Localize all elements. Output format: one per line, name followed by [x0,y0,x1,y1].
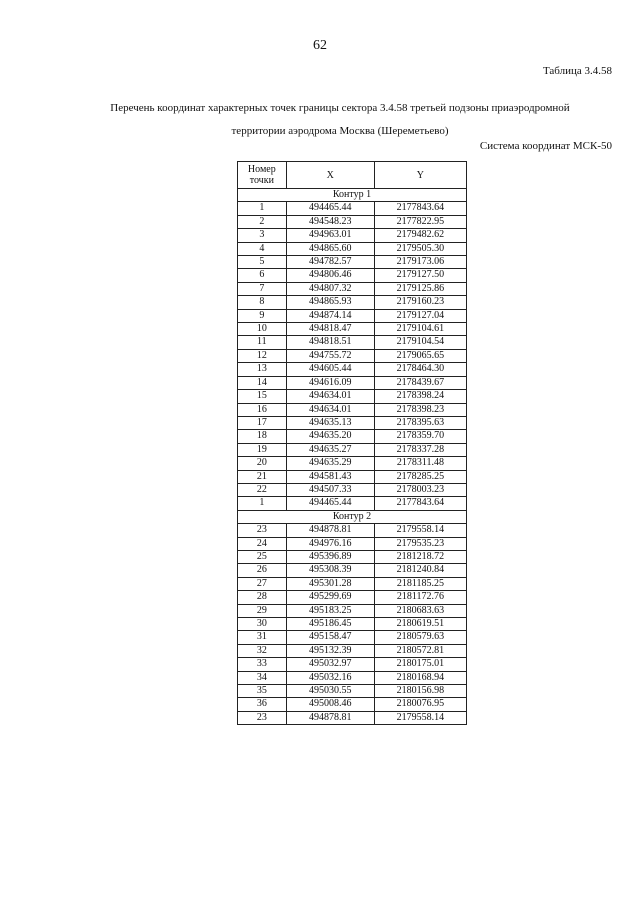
x-coordinate-cell: 495132.39 [286,644,374,657]
point-number-cell: 7 [238,282,287,295]
y-coordinate-cell: 2177843.64 [374,497,466,510]
y-coordinate-cell: 2179482.62 [374,229,466,242]
point-number-cell: 28 [238,591,287,604]
point-number-cell: 24 [238,537,287,550]
table-row [238,336,467,349]
y-coordinate-cell: 2180619.51 [374,618,466,631]
y-coordinate-cell: 2180076.95 [374,698,466,711]
table-row [238,376,467,389]
y-coordinate-cell: 2181172.76 [374,591,466,604]
contour-header-row [238,510,467,523]
y-coordinate-cell: 2180572.81 [374,644,466,657]
point-number-cell: 1 [238,202,287,215]
y-coordinate-cell: 2178337.28 [374,443,466,456]
point-number-cell: 20 [238,457,287,470]
point-number-cell: 36 [238,698,287,711]
table-row [238,443,467,456]
header-number-line-2: точки [249,175,274,186]
table-row [238,215,467,228]
point-number-cell: 29 [238,604,287,617]
contour-label: Контур 1 [238,189,467,202]
point-number-cell: 34 [238,671,287,684]
table-row [238,457,467,470]
x-coordinate-cell: 494963.01 [286,229,374,242]
point-number-cell: 8 [238,296,287,309]
table-header-row [238,162,467,189]
x-coordinate-cell: 495308.39 [286,564,374,577]
title-line-1: Перечень координат характерных точек границы сектора 3.4.58 третьей подзоны приаэродромной [110,102,570,114]
table-row [238,309,467,322]
y-coordinate-cell: 2180579.63 [374,631,466,644]
table-row [238,323,467,336]
y-coordinate-cell: 2178311.48 [374,457,466,470]
point-number-cell: 18 [238,430,287,443]
x-coordinate-cell: 494465.44 [286,202,374,215]
table-row [238,604,467,617]
point-number-cell: 9 [238,309,287,322]
y-coordinate-cell: 2180175.01 [374,658,466,671]
x-coordinate-cell: 494616.09 [286,376,374,389]
table-row [238,296,467,309]
table-row [238,470,467,483]
y-coordinate-cell: 2179558.14 [374,711,466,724]
x-coordinate-cell: 495032.16 [286,671,374,684]
y-coordinate-cell: 2179505.30 [374,242,466,255]
table-row [238,363,467,376]
point-number-cell: 14 [238,376,287,389]
x-coordinate-cell: 494755.72 [286,349,374,362]
y-coordinate-cell: 2179065.65 [374,349,466,362]
x-coordinate-cell: 495030.55 [286,685,374,698]
table-row [238,524,467,537]
header-x: X [286,162,374,189]
y-coordinate-cell: 2179558.14 [374,524,466,537]
x-coordinate-cell: 494865.93 [286,296,374,309]
y-coordinate-cell: 2178359.70 [374,430,466,443]
table-row [238,403,467,416]
header-number-line-1: Номер [247,164,276,175]
y-coordinate-cell: 2178395.63 [374,416,466,429]
point-number-cell: 26 [238,564,287,577]
table-row [238,564,467,577]
table-row [238,550,467,563]
table-row [238,658,467,671]
table-row [238,483,467,496]
table-row [238,430,467,443]
point-number-cell: 35 [238,685,287,698]
x-coordinate-cell: 495299.69 [286,591,374,604]
y-coordinate-cell: 2179535.23 [374,537,466,550]
contour-label: Контур 2 [238,510,467,523]
table-body [238,189,467,725]
x-coordinate-cell: 495158.47 [286,631,374,644]
y-coordinate-cell: 2179104.61 [374,323,466,336]
coordinate-system-label: Система координат МСК-50 [479,140,612,152]
table-row [238,591,467,604]
point-number-cell: 10 [238,323,287,336]
point-number-cell: 25 [238,550,287,563]
table-row [238,349,467,362]
point-number-cell: 31 [238,631,287,644]
point-number-cell: 23 [238,711,287,724]
x-coordinate-cell: 494635.13 [286,416,374,429]
x-coordinate-cell: 494635.20 [286,430,374,443]
y-coordinate-cell: 2179104.54 [374,336,466,349]
point-number-cell: 22 [238,483,287,496]
point-number-cell: 33 [238,658,287,671]
x-coordinate-cell: 494818.47 [286,323,374,336]
point-number-cell: 4 [238,242,287,255]
y-coordinate-cell: 2178464.30 [374,363,466,376]
x-coordinate-cell: 494581.43 [286,470,374,483]
x-coordinate-cell: 495186.45 [286,618,374,631]
table-row [238,256,467,269]
y-coordinate-cell: 2181240.84 [374,564,466,577]
x-coordinate-cell: 494465.44 [286,497,374,510]
x-coordinate-cell: 494807.32 [286,282,374,295]
table-row [238,537,467,550]
point-number-cell: 21 [238,470,287,483]
x-coordinate-cell: 494634.01 [286,390,374,403]
y-coordinate-cell: 2178398.23 [374,403,466,416]
x-coordinate-cell: 495008.46 [286,698,374,711]
table-row [238,269,467,282]
header-point-number [238,162,287,189]
point-number-cell: 30 [238,618,287,631]
table-row [238,711,467,724]
x-coordinate-cell: 494878.81 [286,711,374,724]
table-row [238,698,467,711]
point-number-cell: 1 [238,497,287,510]
table-row [238,202,467,215]
table-label: Таблица 3.4.58 [542,65,612,77]
y-coordinate-cell: 2179125.86 [374,282,466,295]
title-line-2: территории аэродрома Москва (Шереметьево) [231,125,449,137]
table-row [238,644,467,657]
point-number-cell: 15 [238,390,287,403]
x-coordinate-cell: 494865.60 [286,242,374,255]
contour-header-row [238,189,467,202]
table-row [238,282,467,295]
x-coordinate-cell: 494782.57 [286,256,374,269]
x-coordinate-cell: 494806.46 [286,269,374,282]
x-coordinate-cell: 494818.51 [286,336,374,349]
y-coordinate-cell: 2181218.72 [374,550,466,563]
y-coordinate-cell: 2181185.25 [374,577,466,590]
y-coordinate-cell: 2178439.67 [374,376,466,389]
point-number-cell: 6 [238,269,287,282]
y-coordinate-cell: 2179173.06 [374,256,466,269]
y-coordinate-cell: 2178003.23 [374,483,466,496]
x-coordinate-cell: 494874.14 [286,309,374,322]
x-coordinate-cell: 495301.28 [286,577,374,590]
point-number-cell: 12 [238,349,287,362]
table-row [238,242,467,255]
table-row [238,416,467,429]
y-coordinate-cell: 2179160.23 [374,296,466,309]
point-number-cell: 2 [238,215,287,228]
coordinates-table [237,161,467,725]
point-number-cell: 32 [238,644,287,657]
point-number-cell: 3 [238,229,287,242]
y-coordinate-cell: 2178285.25 [374,470,466,483]
table-row [238,685,467,698]
x-coordinate-cell: 494634.01 [286,403,374,416]
page-number: 62 [313,38,327,53]
point-number-cell: 5 [238,256,287,269]
y-coordinate-cell: 2179127.50 [374,269,466,282]
table-row [238,671,467,684]
y-coordinate-cell: 2180683.63 [374,604,466,617]
point-number-cell: 13 [238,363,287,376]
document-title [70,97,610,143]
x-coordinate-cell: 494976.16 [286,537,374,550]
point-number-cell: 27 [238,577,287,590]
y-coordinate-cell: 2180156.98 [374,685,466,698]
y-coordinate-cell: 2178398.24 [374,390,466,403]
point-number-cell: 19 [238,443,287,456]
x-coordinate-cell: 495183.25 [286,604,374,617]
header-y: Y [374,162,466,189]
table-row [238,390,467,403]
y-coordinate-cell: 2179127.04 [374,309,466,322]
x-coordinate-cell: 494507.33 [286,483,374,496]
x-coordinate-cell: 494878.81 [286,524,374,537]
x-coordinate-cell: 494635.27 [286,443,374,456]
point-number-cell: 17 [238,416,287,429]
point-number-cell: 11 [238,336,287,349]
x-coordinate-cell: 494605.44 [286,363,374,376]
table-row [238,577,467,590]
table-row [238,497,467,510]
x-coordinate-cell: 494635.29 [286,457,374,470]
point-number-cell: 23 [238,524,287,537]
y-coordinate-cell: 2180168.94 [374,671,466,684]
table-row [238,229,467,242]
x-coordinate-cell: 495032.97 [286,658,374,671]
table-row [238,631,467,644]
y-coordinate-cell: 2177843.64 [374,202,466,215]
x-coordinate-cell: 494548.23 [286,215,374,228]
point-number-cell: 16 [238,403,287,416]
y-coordinate-cell: 2177822.95 [374,215,466,228]
table-row [238,618,467,631]
x-coordinate-cell: 495396.89 [286,550,374,563]
